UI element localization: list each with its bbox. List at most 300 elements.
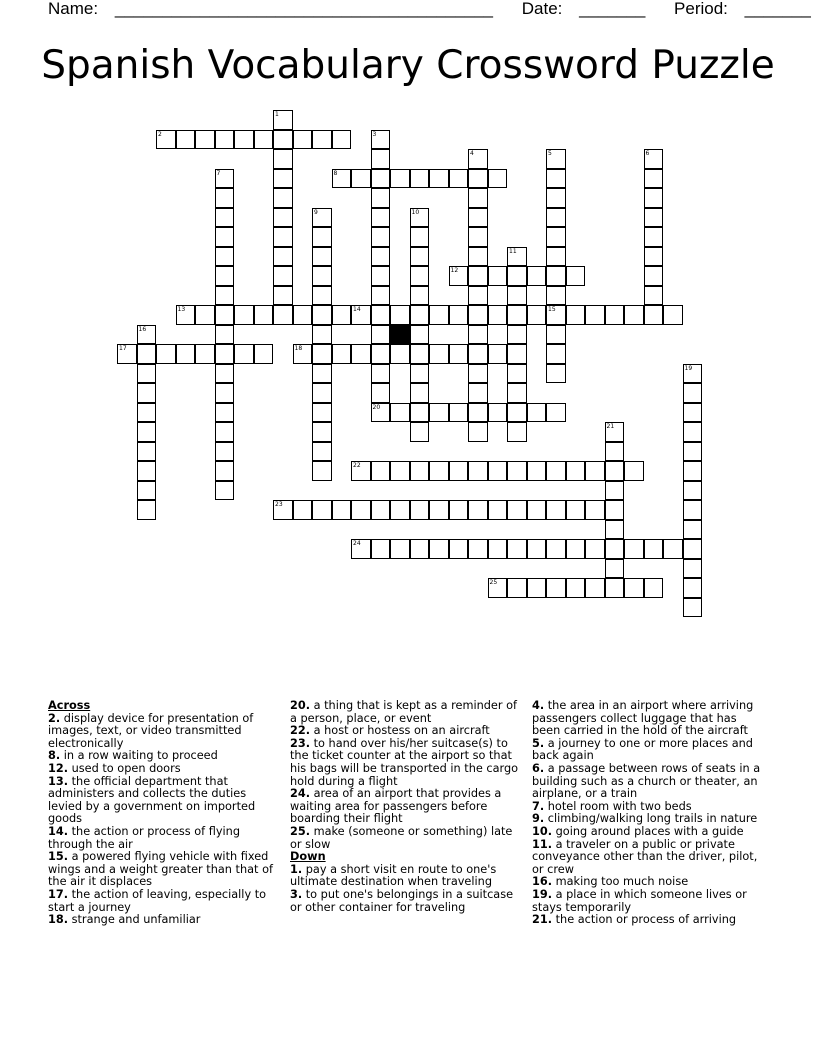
grid-cell[interactable] — [644, 578, 664, 598]
grid-cell[interactable] — [468, 188, 488, 208]
grid-cell[interactable] — [644, 539, 664, 559]
grid-cell[interactable] — [683, 442, 703, 462]
grid-cell[interactable] — [546, 344, 566, 364]
grid-cell[interactable] — [507, 422, 527, 442]
clue-across — [48, 776, 278, 826]
cell-number: 10 — [411, 208, 420, 216]
grid-cell[interactable] — [390, 344, 410, 364]
grid-cell[interactable] — [527, 266, 547, 286]
grid-cell[interactable] — [507, 266, 527, 286]
clue-across — [48, 889, 278, 914]
grid-cell[interactable] — [488, 461, 508, 481]
grid-cell[interactable] — [585, 461, 605, 481]
grid-cell[interactable] — [312, 227, 332, 247]
grid-cell[interactable] — [273, 305, 293, 325]
grid-cell[interactable] — [683, 422, 703, 442]
grid-cell[interactable] — [390, 500, 410, 520]
grid-cell[interactable] — [273, 149, 293, 169]
grid-cell[interactable] — [351, 305, 371, 325]
clue-number: 5. — [532, 736, 545, 750]
grid-cell[interactable] — [507, 286, 527, 306]
grid-cell[interactable] — [585, 578, 605, 598]
grid-cell[interactable] — [546, 227, 566, 247]
grid-cell[interactable] — [468, 208, 488, 228]
grid-cell[interactable] — [527, 539, 547, 559]
grid-cell[interactable] — [273, 247, 293, 267]
clue-text: the action or process of arriving — [555, 913, 737, 927]
grid-cell[interactable] — [546, 500, 566, 520]
grid-cell[interactable] — [585, 539, 605, 559]
grid-cell[interactable] — [468, 403, 488, 423]
grid-cell[interactable] — [137, 481, 157, 501]
grid-cell[interactable] — [312, 286, 332, 306]
grid-cell[interactable] — [410, 461, 430, 481]
clue-down — [532, 889, 767, 914]
clue-across — [290, 738, 522, 788]
grid-cell[interactable] — [254, 305, 274, 325]
grid-cell[interactable] — [351, 344, 371, 364]
grid-cell[interactable] — [215, 286, 235, 306]
clue-text: climbing/walking long trails in nature — [547, 812, 758, 826]
grid-cell[interactable] — [137, 500, 157, 520]
grid-cell[interactable] — [215, 344, 235, 364]
grid-cell[interactable] — [507, 305, 527, 325]
grid-cell[interactable] — [273, 130, 293, 150]
grid-cell[interactable] — [293, 130, 313, 150]
grid-cell[interactable] — [390, 403, 410, 423]
grid-cell[interactable] — [644, 247, 664, 267]
cell-number: 2 — [158, 130, 162, 138]
grid-cell[interactable] — [195, 344, 215, 364]
grid-cell[interactable] — [410, 403, 430, 423]
grid-cell[interactable] — [683, 383, 703, 403]
grid-cell[interactable] — [137, 403, 157, 423]
grid-cell[interactable] — [293, 344, 313, 364]
grid-cell[interactable] — [195, 305, 215, 325]
grid-cell[interactable] — [117, 344, 137, 364]
clue-number: 21. — [532, 913, 553, 927]
grid-cell[interactable] — [371, 188, 391, 208]
cell-number: 1 — [275, 111, 279, 118]
grid-cell[interactable] — [234, 130, 254, 150]
grid-cell[interactable] — [215, 364, 235, 384]
cell-number: 15 — [548, 306, 556, 313]
grid-cell[interactable] — [644, 286, 664, 306]
grid-cell[interactable] — [449, 305, 469, 325]
grid-cell[interactable] — [176, 305, 196, 325]
grid-cell[interactable] — [390, 539, 410, 559]
grid-cell[interactable] — [546, 403, 566, 423]
grid-cell[interactable] — [449, 403, 469, 423]
clue-number: 17. — [48, 887, 69, 901]
date-line[interactable]: _______ — [579, 0, 646, 18]
grid-cell[interactable] — [605, 442, 625, 462]
grid-cell[interactable] — [546, 149, 566, 169]
grid-cell[interactable] — [507, 539, 527, 559]
grid-cell[interactable] — [683, 481, 703, 501]
grid-cell[interactable] — [215, 403, 235, 423]
grid-cell[interactable] — [449, 169, 469, 189]
grid-cell[interactable] — [468, 422, 488, 442]
grid-cell[interactable] — [215, 383, 235, 403]
grid-cell[interactable] — [410, 227, 430, 247]
grid-cell[interactable] — [449, 461, 469, 481]
grid-cell[interactable] — [546, 364, 566, 384]
grid-cell[interactable] — [644, 305, 664, 325]
grid-cell[interactable] — [488, 403, 508, 423]
grid-cell[interactable] — [273, 188, 293, 208]
grid-cell[interactable] — [312, 325, 332, 345]
grid-cell[interactable] — [254, 130, 274, 150]
grid-cell[interactable] — [137, 364, 157, 384]
grid-cell[interactable] — [507, 383, 527, 403]
grid-cell[interactable] — [468, 247, 488, 267]
grid-cell[interactable] — [546, 247, 566, 267]
grid-cell[interactable] — [215, 169, 235, 189]
clue-number: 6. — [532, 761, 545, 775]
blocked-cell — [390, 325, 410, 345]
grid-cell[interactable] — [429, 461, 449, 481]
grid-cell[interactable] — [312, 247, 332, 267]
grid-cell[interactable] — [605, 481, 625, 501]
grid-cell[interactable] — [449, 500, 469, 520]
grid-cell[interactable] — [371, 149, 391, 169]
grid-cell[interactable] — [429, 169, 449, 189]
grid-cell[interactable] — [605, 559, 625, 579]
grid-cell[interactable] — [546, 266, 566, 286]
grid-cell[interactable] — [468, 344, 488, 364]
grid-cell[interactable] — [273, 500, 293, 520]
grid-cell[interactable] — [215, 247, 235, 267]
grid-cell[interactable] — [137, 442, 157, 462]
grid-cell[interactable] — [312, 364, 332, 384]
grid-cell[interactable] — [195, 130, 215, 150]
grid-cell[interactable] — [488, 539, 508, 559]
clue-down — [532, 700, 767, 738]
grid-cell[interactable] — [137, 422, 157, 442]
grid-cell[interactable] — [234, 305, 254, 325]
grid-cell[interactable] — [215, 461, 235, 481]
grid-cell[interactable] — [410, 286, 430, 306]
cell-number: 6 — [645, 150, 650, 157]
grid-cell[interactable] — [605, 520, 625, 540]
grid-cell[interactable] — [507, 325, 527, 345]
grid-cell[interactable] — [312, 305, 332, 325]
grid-cell[interactable] — [312, 461, 332, 481]
grid-cell[interactable] — [410, 344, 430, 364]
grid-cell[interactable] — [410, 325, 430, 345]
grid-cell[interactable] — [390, 461, 410, 481]
grid-cell[interactable] — [468, 383, 488, 403]
grid-cell[interactable] — [683, 500, 703, 520]
grid-cell[interactable] — [371, 344, 391, 364]
grid-cell[interactable] — [507, 461, 527, 481]
grid-cell[interactable] — [156, 130, 176, 150]
grid-cell[interactable] — [468, 539, 488, 559]
grid-cell[interactable] — [371, 169, 391, 189]
grid-cell[interactable] — [312, 403, 332, 423]
grid-cell[interactable] — [312, 130, 332, 150]
grid-cell[interactable] — [410, 247, 430, 267]
period-line[interactable]: _______ — [744, 0, 811, 18]
grid-cell[interactable] — [312, 383, 332, 403]
grid-cell[interactable] — [546, 461, 566, 481]
grid-cell[interactable] — [215, 325, 235, 345]
grid-cell[interactable] — [566, 305, 586, 325]
grid-cell[interactable] — [663, 539, 683, 559]
grid-cell[interactable] — [371, 266, 391, 286]
grid-cell[interactable] — [351, 461, 371, 481]
cell-number: 14 — [353, 306, 361, 313]
grid-cell[interactable] — [371, 227, 391, 247]
cell-number: 4 — [470, 150, 474, 157]
clue-number: 20. — [290, 699, 311, 712]
grid-cell[interactable] — [371, 403, 391, 423]
grid-cell[interactable] — [683, 403, 703, 423]
grid-cell[interactable] — [410, 422, 430, 442]
grid-cell[interactable] — [566, 266, 586, 286]
grid-cell[interactable] — [215, 208, 235, 228]
grid-cell[interactable] — [585, 500, 605, 520]
grid-cell[interactable] — [371, 130, 391, 150]
grid-cell[interactable] — [507, 500, 527, 520]
grid-cell[interactable] — [468, 266, 488, 286]
grid-cell[interactable] — [351, 169, 371, 189]
grid-cell[interactable] — [273, 208, 293, 228]
clue-number: 19. — [532, 887, 553, 901]
grid-cell[interactable] — [546, 188, 566, 208]
grid-cell[interactable] — [546, 208, 566, 228]
clue-text: area of an airport that provides a waiting area for passengers before boarding their flight — [290, 787, 502, 826]
grid-cell[interactable] — [312, 442, 332, 462]
grid-cell[interactable] — [546, 169, 566, 189]
clue-text: the action or process of flying through the air — [48, 824, 241, 851]
grid-cell[interactable] — [215, 188, 235, 208]
grid-cell[interactable] — [468, 169, 488, 189]
grid-cell[interactable] — [137, 461, 157, 481]
grid-cell[interactable] — [683, 578, 703, 598]
grid-cell[interactable] — [644, 169, 664, 189]
grid-cell[interactable] — [371, 208, 391, 228]
grid-cell[interactable] — [468, 286, 488, 306]
clue-number: 25. — [290, 824, 311, 838]
grid-cell[interactable] — [546, 305, 566, 325]
grid-cell[interactable] — [683, 539, 703, 559]
grid-cell[interactable] — [624, 539, 644, 559]
grid-cell[interactable] — [371, 364, 391, 384]
grid-cell[interactable] — [234, 344, 254, 364]
clues-column-1 — [48, 700, 278, 927]
grid-cell[interactable] — [488, 344, 508, 364]
grid-cell[interactable] — [605, 539, 625, 559]
grid-cell[interactable] — [371, 539, 391, 559]
grid-cell[interactable] — [215, 130, 235, 150]
grid-cell[interactable] — [137, 325, 157, 345]
grid-cell[interactable] — [351, 500, 371, 520]
grid-cell[interactable] — [683, 598, 703, 618]
grid-cell[interactable] — [546, 325, 566, 345]
grid-cell[interactable] — [449, 266, 469, 286]
grid-cell[interactable] — [176, 130, 196, 150]
grid-cell[interactable] — [546, 539, 566, 559]
clue-number: 11. — [532, 837, 553, 851]
clue-number: 2. — [48, 711, 61, 725]
grid-cell[interactable] — [605, 578, 625, 598]
grid-cell[interactable] — [410, 500, 430, 520]
grid-cell[interactable] — [215, 422, 235, 442]
grid-cell[interactable] — [507, 344, 527, 364]
grid-cell[interactable] — [527, 578, 547, 598]
grid-cell[interactable] — [468, 500, 488, 520]
grid-cell[interactable] — [566, 539, 586, 559]
grid-cell[interactable] — [312, 344, 332, 364]
grid-cell[interactable] — [566, 578, 586, 598]
grid-cell[interactable] — [468, 364, 488, 384]
grid-cell[interactable] — [137, 383, 157, 403]
grid-cell[interactable] — [429, 305, 449, 325]
grid-cell[interactable] — [683, 520, 703, 540]
grid-cell[interactable] — [605, 422, 625, 442]
grid-cell[interactable] — [312, 500, 332, 520]
grid-cell[interactable] — [566, 461, 586, 481]
grid-cell[interactable] — [332, 305, 352, 325]
grid-cell[interactable] — [215, 227, 235, 247]
grid-cell[interactable] — [371, 500, 391, 520]
grid-cell[interactable] — [507, 247, 527, 267]
grid-cell[interactable] — [156, 344, 176, 364]
grid-cell[interactable] — [624, 461, 644, 481]
page-title: Spanish Vocabulary Crossword Puzzle — [41, 43, 775, 88]
grid-cell[interactable] — [312, 422, 332, 442]
grid-cell[interactable] — [644, 227, 664, 247]
cell-number: 21 — [606, 423, 615, 430]
clue-across — [48, 713, 278, 751]
clue-down — [532, 763, 767, 801]
grid-cell[interactable] — [546, 286, 566, 306]
grid-cell[interactable] — [332, 169, 352, 189]
grid-cell[interactable] — [683, 364, 703, 384]
grid-cell[interactable] — [468, 149, 488, 169]
grid-cell[interactable] — [410, 383, 430, 403]
clue-across — [290, 826, 522, 851]
grid-cell[interactable] — [429, 500, 449, 520]
grid-cell[interactable] — [371, 247, 391, 267]
clue-across — [48, 914, 278, 927]
grid-cell[interactable] — [429, 539, 449, 559]
grid-cell[interactable] — [507, 403, 527, 423]
grid-cell[interactable] — [527, 461, 547, 481]
grid-cell[interactable] — [507, 578, 527, 598]
grid-cell[interactable] — [429, 344, 449, 364]
grid-cell[interactable] — [449, 539, 469, 559]
grid-cell[interactable] — [371, 305, 391, 325]
grid-cell[interactable] — [624, 578, 644, 598]
grid-cell[interactable] — [390, 169, 410, 189]
grid-cell[interactable] — [273, 169, 293, 189]
grid-cell[interactable] — [488, 578, 508, 598]
clue-text: used to open doors — [71, 761, 181, 775]
grid-cell[interactable] — [527, 500, 547, 520]
grid-cell[interactable] — [410, 539, 430, 559]
grid-cell[interactable] — [312, 266, 332, 286]
grid-cell[interactable] — [293, 305, 313, 325]
grid-cell[interactable] — [468, 325, 488, 345]
grid-cell[interactable] — [371, 461, 391, 481]
grid-cell[interactable] — [410, 169, 430, 189]
clue-number: 4. — [532, 700, 545, 712]
grid-cell[interactable] — [566, 500, 586, 520]
grid-cell[interactable] — [371, 286, 391, 306]
grid-cell[interactable] — [546, 578, 566, 598]
grid-cell[interactable] — [332, 130, 352, 150]
grid-cell[interactable] — [585, 305, 605, 325]
grid-cell[interactable] — [351, 539, 371, 559]
grid-cell[interactable] — [273, 110, 293, 130]
grid-cell[interactable] — [410, 305, 430, 325]
grid-cell[interactable] — [273, 286, 293, 306]
grid-cell[interactable] — [527, 403, 547, 423]
grid-cell[interactable] — [468, 305, 488, 325]
grid-cell[interactable] — [488, 169, 508, 189]
grid-cell[interactable] — [254, 344, 274, 364]
grid-cell[interactable] — [371, 325, 391, 345]
grid-cell[interactable] — [273, 227, 293, 247]
grid-cell[interactable] — [410, 364, 430, 384]
grid-cell[interactable] — [371, 383, 391, 403]
grid-cell[interactable] — [215, 481, 235, 501]
grid-cell[interactable] — [429, 403, 449, 423]
grid-cell[interactable] — [215, 305, 235, 325]
grid-cell[interactable] — [644, 188, 664, 208]
grid-cell[interactable] — [663, 305, 683, 325]
clue-text: hotel room with two beds — [547, 799, 692, 813]
grid-cell[interactable] — [488, 305, 508, 325]
grid-cell[interactable] — [644, 149, 664, 169]
grid-cell[interactable] — [410, 208, 430, 228]
grid-cell[interactable] — [488, 266, 508, 286]
grid-cell[interactable] — [527, 305, 547, 325]
grid-cell[interactable] — [312, 208, 332, 228]
grid-cell[interactable] — [624, 305, 644, 325]
grid-cell[interactable] — [644, 266, 664, 286]
grid-cell[interactable] — [507, 364, 527, 384]
grid-cell[interactable] — [605, 500, 625, 520]
grid-cell[interactable] — [683, 559, 703, 579]
grid-cell[interactable] — [332, 500, 352, 520]
grid-cell[interactable] — [468, 227, 488, 247]
clue-number: 16. — [532, 875, 553, 889]
grid-cell[interactable] — [293, 500, 313, 520]
grid-cell[interactable] — [605, 461, 625, 481]
grid-cell[interactable] — [273, 266, 293, 286]
clue-text: going around places with a guide — [555, 824, 744, 838]
grid-cell[interactable] — [215, 266, 235, 286]
grid-cell[interactable] — [215, 442, 235, 462]
grid-cell[interactable] — [605, 305, 625, 325]
grid-cell[interactable] — [332, 344, 352, 364]
grid-cell[interactable] — [410, 266, 430, 286]
grid-cell[interactable] — [176, 344, 196, 364]
grid-cell[interactable] — [449, 344, 469, 364]
grid-cell[interactable] — [390, 305, 410, 325]
grid-cell[interactable] — [683, 461, 703, 481]
cell-number: 22 — [353, 462, 361, 469]
grid-cell[interactable] — [644, 208, 664, 228]
grid-cell[interactable] — [468, 461, 488, 481]
name-line[interactable]: ________________________________________ — [114, 0, 493, 18]
grid-cell[interactable] — [137, 344, 157, 364]
grid-cell[interactable] — [488, 500, 508, 520]
